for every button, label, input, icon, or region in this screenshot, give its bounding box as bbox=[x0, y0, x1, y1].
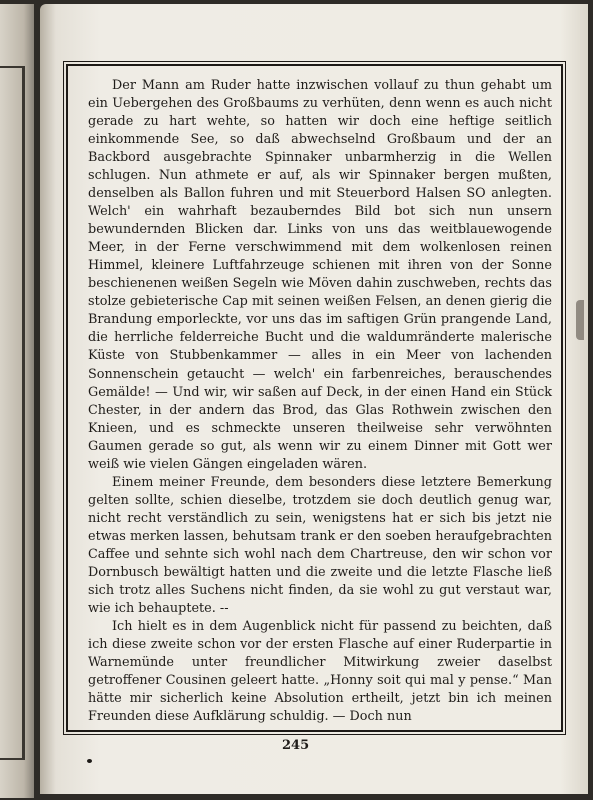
facing-page-frame bbox=[0, 66, 25, 760]
page-text bbox=[88, 77, 552, 726]
page-edge-shadow bbox=[576, 300, 584, 340]
paragraph-1: Der Mann am Ruder hatte inzwischen vollauf zu thun gehabt um ein Uebergehen des Großbaums zu verhüten, denn wenn es auch nicht gerade zu hart wehte, so hatten wir doch eine heftige seitlich einkommende See, so daß abwechselnd Großbaum und der an Backbord ausgebrachte Spinnaker unbarmherzig in die Wellen schlugen. Nun athmete er auf, als wir Spinnaker bergen mußten, denselben als Ballon fuhren und mit Steuerbord Halsen SO anlegten. Welch' ein wahrhaft bezauberndes Bild bot sich nun unsern bewundernden Blicken dar. Links von uns das weitblauewogende Meer, in der Ferne verschwimmend mit dem wolkenlosen reinen Himmel, kleinere Luftfahrzeuge schienen mit ihren von der Sonne beschienenen weißen Segeln wie Möven dahin zuschweben, rechts das stolze gebieterische Cap mit seinen weißen Felsen, an denen gierig die Brandung emporleckte, vor uns das im saftigen Grün prangende Land, die herrliche felderreiche Bucht und die waldumränderte malerische Küste von Stubbenkammer — alles in ein Meer von lachenden Sonnenschein getaucht — welch' ein farbenreiches, berauschendes Gemälde! — Und wir, wir saßen auf Deck, in der einen Hand ein Stück Chester, in der andern das Brod, das Glas Rothwein zwischen den Knieen, und es schmeckte unseren theilweise sehr verwöhnten Gaumen gerade so gut, als wenn wir zu einem Dinner mit Gott wer weiß wie vielen Gängen eingeladen wären. bbox=[88, 78, 552, 472]
ink-spot bbox=[87, 759, 92, 763]
paragraph-2: Einem meiner Freunde, dem besonders diese letztere Bemerkung gelten sollte, schien dieselbe, trotzdem sie doch deutlich genug war, nicht recht verständlich zu sein, wenigstens hat er sich bis jetzt nie etwas merken lassen, behutsam trank er den soeben heraufgebrachten Caffee und sehnte sich wohl nach dem Chartreuse, den wir schon vor Dornbusch bewältigt hatten und die zweite und die letzte Flasche ließ sich trotz alles Suchens nicht finden, da sie wohl zu gut verstaut war, wie ich behauptete. -- bbox=[88, 474, 552, 616]
facing-page-edge bbox=[0, 4, 34, 798]
paragraph-3: Ich hielt es in dem Augenblick nicht für passend zu beichten, daß ich diese zweite schon vor der ersten Flasche auf einer Ruderpartie in Warnemünde unter freundlicher Mitwirkung zweier daselbst getroffener Cousinen geleert hatte. „Honny soit qui mal y pense.“ Man hätte mir sicherlich keine Absolution ertheilt, jetzt bin ich meinen Freunden diese Aufklärung schuldig. — Doch nun bbox=[88, 618, 552, 725]
page-number: 245 bbox=[282, 738, 310, 753]
